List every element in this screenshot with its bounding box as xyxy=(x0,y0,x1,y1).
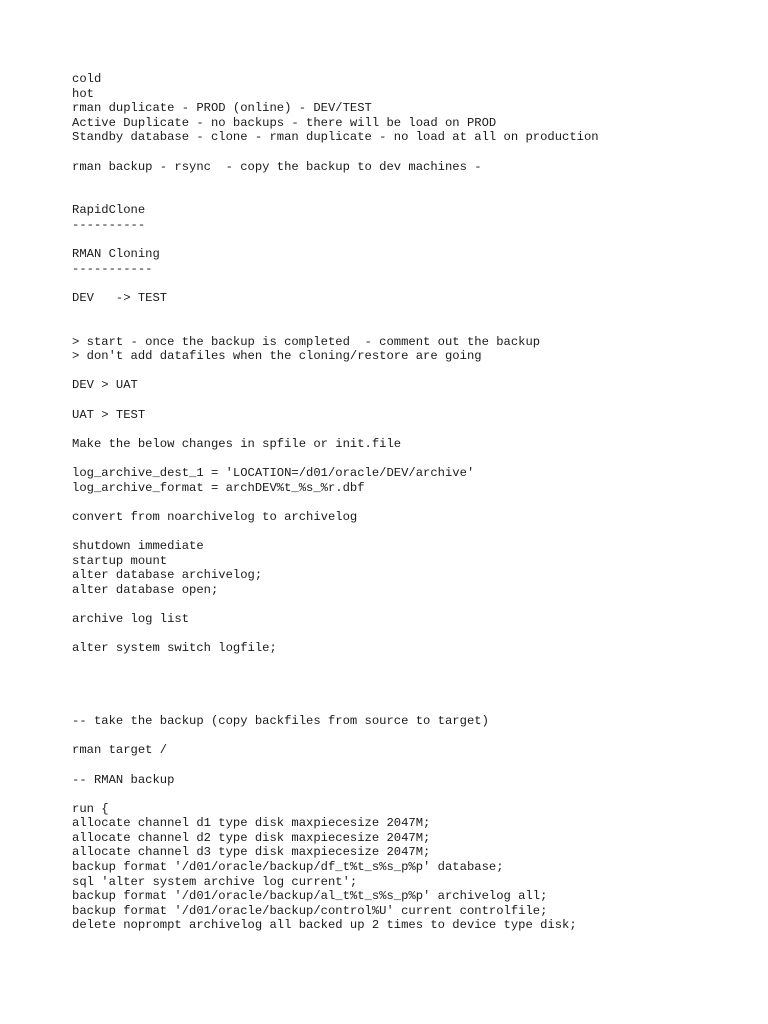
text-line: cold xyxy=(72,72,102,86)
text-line: Active Duplicate - no backups - there will be load on PROD xyxy=(72,115,497,130)
text-line: UAT > TEST xyxy=(72,407,146,422)
text-line: RapidClone xyxy=(72,203,146,218)
text-line: Standby database - clone - rman duplicate - no load at all on production xyxy=(72,130,599,145)
blank-line xyxy=(72,685,752,700)
text-line: backup format '/d01/oracle/backup/control%U' current controlfile; xyxy=(72,903,548,918)
blank-line xyxy=(72,758,752,773)
blank-line xyxy=(72,451,752,466)
blank-line xyxy=(72,422,752,437)
text-line: DEV > UAT xyxy=(72,378,138,393)
blank-line xyxy=(72,729,752,744)
blank-line xyxy=(72,189,752,204)
text-line: -- RMAN backup xyxy=(72,772,175,787)
blank-line xyxy=(72,393,752,408)
text-line: > don't add datafiles when the cloning/restore are going xyxy=(72,349,482,364)
text-line: Make the below changes in spfile or init.file xyxy=(72,436,402,451)
blank-line xyxy=(72,320,752,335)
text-line: archive log list xyxy=(72,611,190,626)
text-line: delete noprompt archivelog all backed up 2 times to device type disk; xyxy=(72,918,577,933)
blank-line xyxy=(72,233,752,248)
text-line: backup format '/d01/oracle/backup/df_t%t_s%s_p%p' database; xyxy=(72,860,504,875)
blank-line xyxy=(72,627,752,642)
blank-line xyxy=(72,524,752,539)
text-line: convert from noarchivelog to archivelog xyxy=(72,509,358,524)
text-line: run { xyxy=(72,801,109,816)
text-line: allocate channel d1 type disk maxpiecesize 2047M; xyxy=(72,816,431,831)
blank-line xyxy=(72,276,752,291)
text-line: ----------- xyxy=(72,261,153,276)
text-line: startup mount xyxy=(72,553,168,568)
text-line: rman backup - rsync - copy the backup to dev machines - xyxy=(72,159,482,174)
text-line: log_archive_format = archDEV%t_%s_%r.dbf xyxy=(72,480,365,495)
blank-line xyxy=(72,787,752,802)
text-line: rman target / xyxy=(72,743,168,758)
text-line: rman duplicate - PROD (online) - DEV/TEST xyxy=(72,101,372,116)
text-line: log_archive_dest_1 = 'LOCATION=/d01/oracle/DEV/archive' xyxy=(72,466,475,481)
blank-line xyxy=(72,670,752,685)
document-body xyxy=(72,72,752,933)
blank-line xyxy=(72,700,752,715)
blank-line xyxy=(72,597,752,612)
text-line: ---------- xyxy=(72,217,146,232)
text-line: DEV -> TEST xyxy=(72,290,168,305)
text-line: hot xyxy=(72,86,94,101)
text-line: shutdown immediate xyxy=(72,539,204,553)
blank-line xyxy=(72,495,752,510)
text-line: alter database open; xyxy=(72,582,219,597)
text-line: allocate channel d2 type disk maxpiecesize 2047M; xyxy=(72,830,431,845)
text-line: allocate channel d3 type disk maxpiecesize 2047M; xyxy=(72,845,431,860)
blank-line xyxy=(72,174,752,189)
text-line: RMAN Cloning xyxy=(72,247,160,262)
text-line: -- take the backup (copy backfiles from source to target) xyxy=(72,714,489,729)
blank-line xyxy=(72,145,752,160)
text-line: alter database archivelog; xyxy=(72,568,263,583)
blank-line xyxy=(72,364,752,379)
blank-line xyxy=(72,656,752,671)
text-line: alter system switch logfile; xyxy=(72,641,277,656)
text-line: backup format '/d01/oracle/backup/al_t%t_s%s_p%p' archivelog all; xyxy=(72,889,548,904)
text-line: sql 'alter system archive log current'; xyxy=(72,874,358,889)
text-line: > start - once the backup is completed - comment out the backup xyxy=(72,334,541,349)
blank-line xyxy=(72,306,752,321)
